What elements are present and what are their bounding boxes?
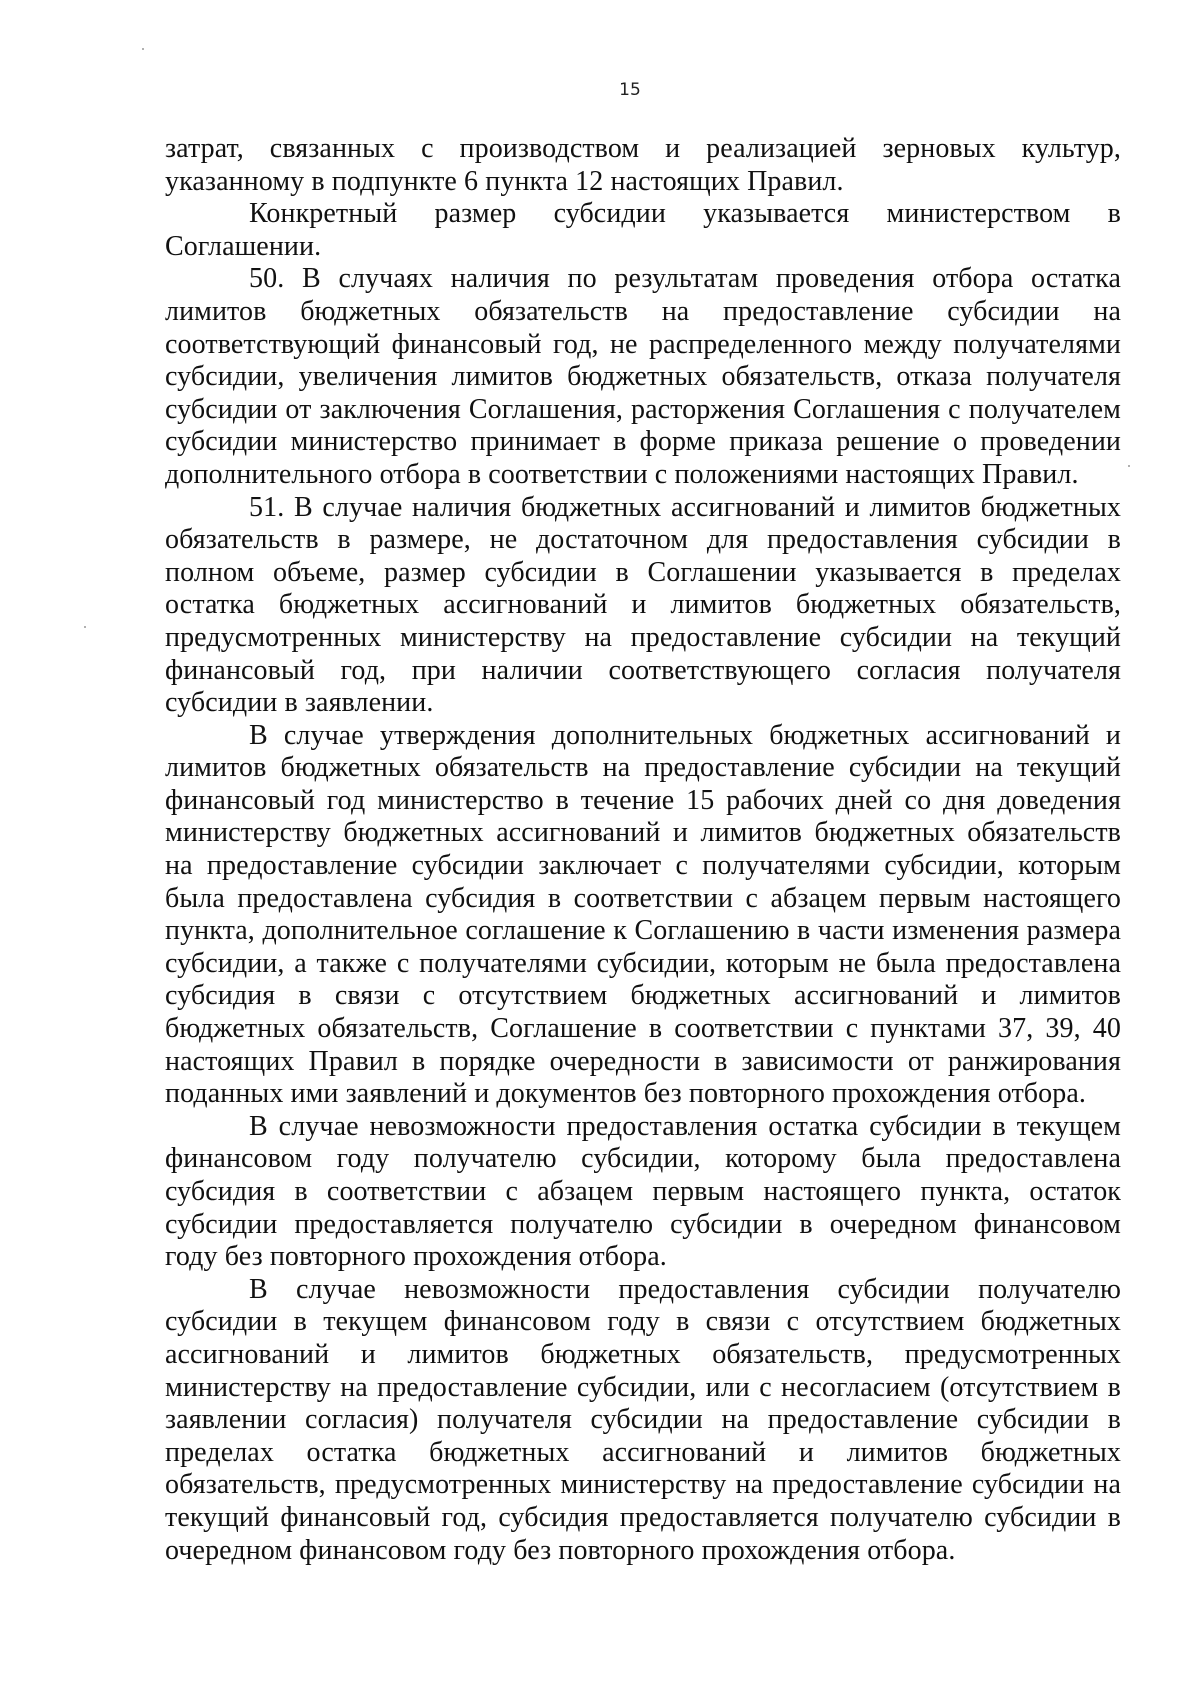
paragraph: 51. В случае наличия бюджетных ассигнований и лимитов бюджетных обязательств в размере, не достаточном для предоставления субсидии в полном объеме, размер субсидии в Соглашении указывается в пределах остатка бюджетных ассигнований и лимитов бюджетных обязательств, предусмотренных министерству на предоставление субсидии на текущий финансовый год, при наличии соответствующего согласия получателя субсидии в заявлении. (165, 491, 1121, 719)
scan-speck (142, 48, 144, 50)
scan-speck (1128, 465, 1130, 467)
document-body (165, 133, 1121, 1567)
scan-speck (84, 626, 86, 628)
paragraph: В случае утверждения дополнительных бюджетных ассигнований и лимитов бюджетных обязательств на предоставление субсидии на текущий финансовый год министерство в течение 15 рабочих дней со дня доведения министерству бюджетных ассигнований и лимитов бюджетных обязательств на предоставление субсидии заключает с получателями субсидии, которым была предоставлена субсидия в соответствии с абзацем первым настоящего пункта, дополнительное соглашение к Соглашению в части изменения размера субсидии, а также с получателями субсидии, которым не была предоставлена субсидия в связи с отсутствием бюджетных ассигнований и лимитов бюджетных обязательств, Соглашение в соответствии с пунктами 37, 39, 40 настоящих Правил в порядке очередности в зависимости от ранжирования поданных ими заявлений и документов без повторного прохождения отбора. (165, 719, 1121, 1110)
page-number: 15 (619, 80, 641, 100)
paragraph: В случае невозможности предоставления остатка субсидии в текущем финансовом году получателю субсидии, которому была предоставлена субсидия в соответствии с абзацем первым настоящего пункта, остаток субсидии предоставляется получателю субсидии в очередном финансовом году без повторного прохождения отбора. (165, 1110, 1121, 1273)
paragraph: Конкретный размер субсидии указывается министерством в Соглашении. (165, 198, 1121, 262)
paragraph: затрат, связанных с производством и реализацией зерновых культур, указанному в подпункте 6 пункта 12 настоящих Правил. (165, 133, 1121, 197)
paragraph: 50. В случаях наличия по результатам проведения отбора остатка лимитов бюджетных обязательств на предоставление субсидии на соответствующий финансовый год, не распределенного между получателями субсидии, увеличения лимитов бюджетных обязательств, отказа получателя субсидии от заключения Соглашения, расторжения Соглашения с получателем субсидии министерство принимает в форме приказа решение о проведении дополнительного отбора в соответствии с положениями настоящих Правил. (165, 263, 1121, 490)
paragraph: В случае невозможности предоставления субсидии получателю субсидии в текущем финансовом году в связи с отсутствием бюджетных ассигнований и лимитов бюджетных обязательств, предусмотренных министерству на предоставление субсидии, или с несогласием (отсутствием в заявлении согласия) получателя субсидии на предоставление субсидии в пределах остатка бюджетных ассигнований и лимитов бюджетных обязательств, предусмотренных министерству на предоставление субсидии на текущий финансовый год, субсидия предоставляется получателю субсидии в очередном финансовом году без повторного прохождения отбора. (165, 1273, 1121, 1566)
